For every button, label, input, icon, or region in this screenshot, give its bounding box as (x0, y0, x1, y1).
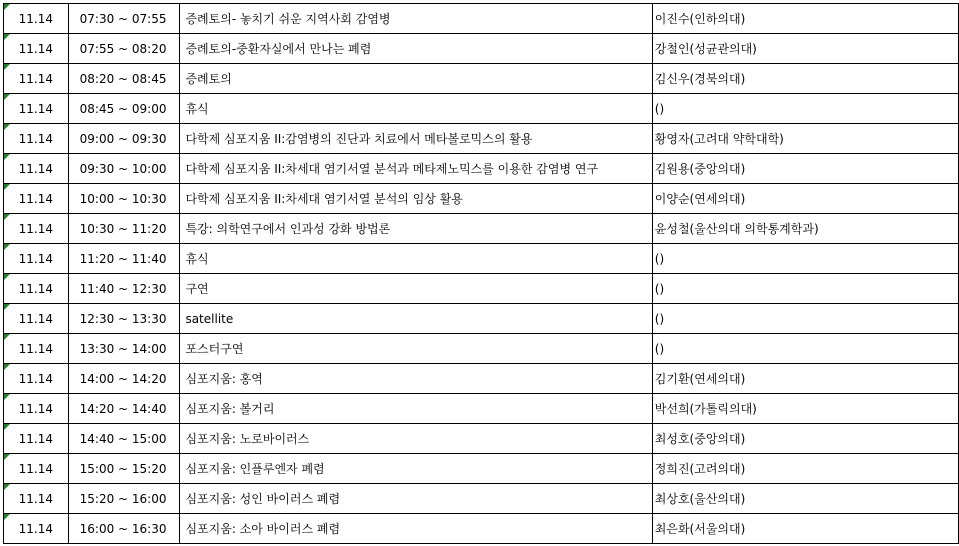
time-cell: 07:55 ~ 08:20 (68, 34, 180, 64)
table-row (4, 244, 959, 274)
table-row (4, 334, 959, 364)
title-cell: 증례토의-중환자실에서 만나는 폐렴 (180, 34, 652, 64)
title-cell: 특강: 의학연구에서 인과성 강화 방법론 (180, 214, 652, 244)
date-cell: 11.14 (4, 514, 69, 544)
speaker-cell: () (652, 94, 958, 124)
date-cell: 11.14 (4, 244, 69, 274)
table-row (4, 394, 959, 424)
table-row (4, 124, 959, 154)
time-cell: 15:00 ~ 15:20 (68, 454, 180, 484)
table-row (4, 424, 959, 454)
table-row (4, 514, 959, 544)
table-row (4, 184, 959, 214)
schedule-rows (4, 4, 959, 544)
time-cell: 08:20 ~ 08:45 (68, 64, 180, 94)
title-cell: 심포지움: 인플루엔자 폐렴 (180, 454, 652, 484)
date-cell: 11.14 (4, 484, 69, 514)
date-cell: 11.14 (4, 394, 69, 424)
time-cell: 14:20 ~ 14:40 (68, 394, 180, 424)
date-cell: 11.14 (4, 454, 69, 484)
date-cell: 11.14 (4, 364, 69, 394)
title-cell: satellite (180, 304, 652, 334)
date-cell: 11.14 (4, 334, 69, 364)
date-cell: 11.14 (4, 94, 69, 124)
speaker-cell: () (652, 244, 958, 274)
speaker-cell: 정희진(고려의대) (652, 454, 958, 484)
title-cell: 심포지움: 소아 바이러스 폐렴 (180, 514, 652, 544)
date-cell: 11.14 (4, 34, 69, 64)
time-cell: 16:00 ~ 16:30 (68, 514, 180, 544)
table-row (4, 454, 959, 484)
speaker-cell: 황영자(고려대 약학대학) (652, 124, 958, 154)
time-cell: 08:45 ~ 09:00 (68, 94, 180, 124)
time-cell: 14:40 ~ 15:00 (68, 424, 180, 454)
time-cell: 14:00 ~ 14:20 (68, 364, 180, 394)
date-cell: 11.14 (4, 424, 69, 454)
speaker-cell: 최상호(울산의대) (652, 484, 958, 514)
time-cell: 11:20 ~ 11:40 (68, 244, 180, 274)
title-cell: 심포지움: 볼거리 (180, 394, 652, 424)
title-cell: 증례토의 (180, 64, 652, 94)
speaker-cell: 이양순(연세의대) (652, 184, 958, 214)
date-cell: 11.14 (4, 184, 69, 214)
speaker-cell: 김원용(중앙의대) (652, 154, 958, 184)
table-row (4, 484, 959, 514)
table-row (4, 94, 959, 124)
date-cell: 11.14 (4, 274, 69, 304)
title-cell: 다학제 심포지움 II:감염병의 진단과 치료에서 메타볼로믹스의 활용 (180, 124, 652, 154)
table-row (4, 34, 959, 64)
table-row (4, 154, 959, 184)
speaker-cell: () (652, 274, 958, 304)
speaker-cell: 최은화(서울의대) (652, 514, 958, 544)
time-cell: 11:40 ~ 12:30 (68, 274, 180, 304)
time-cell: 13:30 ~ 14:00 (68, 334, 180, 364)
title-cell: 휴식 (180, 244, 652, 274)
title-cell: 포스터구연 (180, 334, 652, 364)
speaker-cell: 이진수(인하의대) (652, 4, 958, 34)
date-cell: 11.14 (4, 64, 69, 94)
time-cell: 12:30 ~ 13:30 (68, 304, 180, 334)
title-cell: 증례토의- 놓치기 쉬운 지역사회 감염병 (180, 4, 652, 34)
speaker-cell: () (652, 304, 958, 334)
title-cell: 구연 (180, 274, 652, 304)
date-cell: 11.14 (4, 304, 69, 334)
speaker-cell: 최성호(중앙의대) (652, 424, 958, 454)
time-cell: 10:00 ~ 10:30 (68, 184, 180, 214)
title-cell: 심포지움: 홍역 (180, 364, 652, 394)
table-row (4, 64, 959, 94)
speaker-cell: () (652, 334, 958, 364)
table-row (4, 214, 959, 244)
title-cell: 다학제 심포지움 II:차세대 염기서열 분석과 메타제노믹스를 이용한 감염병 연구 (180, 154, 652, 184)
time-cell: 07:30 ~ 07:55 (68, 4, 180, 34)
speaker-cell: 강철인(성균관의대) (652, 34, 958, 64)
time-cell: 09:00 ~ 09:30 (68, 124, 180, 154)
table-row (4, 304, 959, 334)
title-cell: 휴식 (180, 94, 652, 124)
date-cell: 11.14 (4, 214, 69, 244)
date-cell: 11.14 (4, 124, 69, 154)
title-cell: 심포지움: 성인 바이러스 폐렴 (180, 484, 652, 514)
table-row (4, 364, 959, 394)
time-cell: 09:30 ~ 10:00 (68, 154, 180, 184)
speaker-cell: 김기환(연세의대) (652, 364, 958, 394)
title-cell: 다학제 심포지움 II:차세대 염기서열 분석의 임상 활용 (180, 184, 652, 214)
speaker-cell: 김신우(경북의대) (652, 64, 958, 94)
date-cell: 11.14 (4, 4, 69, 34)
date-cell: 11.14 (4, 154, 69, 184)
schedule-table (3, 3, 959, 544)
time-cell: 15:20 ~ 16:00 (68, 484, 180, 514)
time-cell: 10:30 ~ 11:20 (68, 214, 180, 244)
speaker-cell: 박선희(가톨릭의대) (652, 394, 958, 424)
table-row (4, 274, 959, 304)
speaker-cell: 윤성철(울산의대 의학통계학과) (652, 214, 958, 244)
table-row (4, 4, 959, 34)
title-cell: 심포지움: 노로바이러스 (180, 424, 652, 454)
